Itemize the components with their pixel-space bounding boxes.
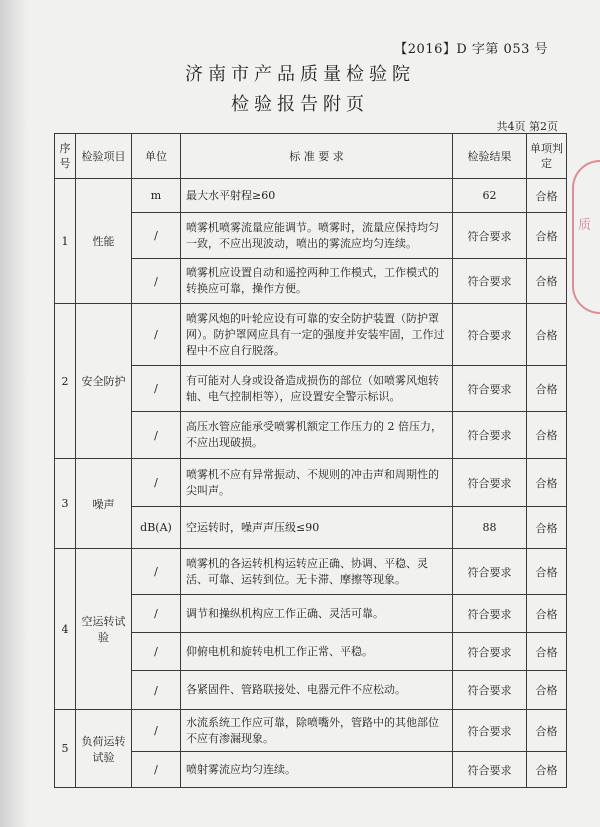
unit-cell: / xyxy=(132,412,181,459)
requirement-cell: 有可能对人身或设备造成损伤的部位（如喷雾风炮转轴、电气控制柜等），应设置安全警示标识。 xyxy=(181,366,453,412)
table-row xyxy=(55,179,567,213)
requirement-cell: 喷雾风炮的叶轮应设有可靠的安全防护装置（防护罩网）。防护罩网应具有一定的强度并安装牢固，工作过程中不应自行脱落。 xyxy=(181,304,453,366)
result-cell: 符合要求 xyxy=(453,710,527,752)
unit-cell: / xyxy=(132,671,181,710)
unit-cell: / xyxy=(132,366,181,412)
header-unit: 单位 xyxy=(132,134,181,179)
seq-cell: 4 xyxy=(55,549,76,710)
table-row xyxy=(55,304,567,366)
requirement-cell: 喷雾机的各运转机构运转应正确、协调、平稳、灵活、可靠、运转到位。无卡滞、摩擦等现象。 xyxy=(181,549,453,595)
requirement-cell: 喷雾机喷雾流量应能调节。喷雾时，流量应保持均匀一致，不应出现波动，喷出的雾流应均匀连续。 xyxy=(181,213,453,259)
header-seq: 序号 xyxy=(55,134,76,179)
document-number: 【2016】D 字第 053 号 xyxy=(394,42,548,57)
requirement-cell: 喷雾机不应有异常振动、不规则的冲击声和周期性的尖叫声。 xyxy=(181,459,453,507)
requirement-cell: 高压水管应能承受喷雾机额定工作压力的 2 倍压力，不应出现破损。 xyxy=(181,412,453,459)
unit-cell: / xyxy=(132,595,181,633)
verdict-cell: 合格 xyxy=(527,710,567,752)
item-cell: 噪声 xyxy=(76,459,132,549)
verdict-cell: 合格 xyxy=(527,366,567,412)
verdict-cell: 合格 xyxy=(527,304,567,366)
verdict-cell: 合格 xyxy=(527,595,567,633)
table-row xyxy=(55,366,567,412)
requirement-cell: 调节和操纵机构应工作正确、灵活可靠。 xyxy=(181,595,453,633)
seal-text: 质 xyxy=(578,218,592,233)
seq-cell: 3 xyxy=(55,459,76,549)
table-row xyxy=(55,213,567,259)
table-row xyxy=(55,549,567,595)
table-row xyxy=(55,259,567,304)
table-row xyxy=(55,412,567,459)
unit-cell: / xyxy=(132,304,181,366)
unit-cell: / xyxy=(132,213,181,259)
result-cell: 符合要求 xyxy=(453,549,527,595)
unit-cell: / xyxy=(132,259,181,304)
unit-cell: dB(A) xyxy=(132,507,181,549)
table-row xyxy=(55,459,567,507)
unit-cell: / xyxy=(132,459,181,507)
result-cell: 符合要求 xyxy=(453,366,527,412)
unit-cell: m xyxy=(132,179,181,213)
seq-cell: 1 xyxy=(55,179,76,304)
table-row xyxy=(55,752,567,788)
seq-cell: 5 xyxy=(55,710,76,788)
inspection-table xyxy=(54,133,567,788)
result-cell: 符合要求 xyxy=(453,412,527,459)
header-result: 检验结果 xyxy=(453,134,527,179)
verdict-cell: 合格 xyxy=(527,671,567,710)
requirement-cell: 水流系统工作应可靠，除喷嘴外，管路中的其他部位不应有渗漏现象。 xyxy=(181,710,453,752)
unit-cell: / xyxy=(132,633,181,671)
page-title: 检验报告附页 xyxy=(231,94,369,115)
requirement-cell: 喷雾机应设置自动和遥控两种工作模式，工作模式的转换应可靠，操作方便。 xyxy=(181,259,453,304)
result-cell: 符合要求 xyxy=(453,304,527,366)
table-row xyxy=(55,671,567,710)
table-row xyxy=(55,710,567,752)
requirement-cell: 仰俯电机和旋转电机工作正常、平稳。 xyxy=(181,633,453,671)
requirement-cell: 喷射雾流应均匀连续。 xyxy=(181,752,453,788)
item-cell: 空运转试验 xyxy=(76,549,132,710)
page-count: 共4页 第2页 xyxy=(496,120,558,133)
result-cell: 符合要求 xyxy=(453,459,527,507)
verdict-cell: 合格 xyxy=(527,179,567,213)
verdict-cell: 合格 xyxy=(527,412,567,459)
result-cell: 符合要求 xyxy=(453,595,527,633)
result-cell: 符合要求 xyxy=(453,671,527,710)
requirement-cell: 各紧固件、管路联接处、电器元件不应松动。 xyxy=(181,671,453,710)
result-cell: 88 xyxy=(453,507,527,549)
verdict-cell: 合格 xyxy=(527,459,567,507)
item-cell: 安全防护 xyxy=(76,304,132,459)
requirement-cell: 最大水平射程≥60 xyxy=(181,179,453,213)
verdict-cell: 合格 xyxy=(527,259,567,304)
organization-name: 济南市产品质量检验院 xyxy=(185,64,415,85)
result-cell: 符合要求 xyxy=(453,213,527,259)
official-seal-stamp xyxy=(572,160,600,314)
result-cell: 62 xyxy=(453,179,527,213)
header-standard: 标 准 要 求 xyxy=(181,134,453,179)
seq-cell: 2 xyxy=(55,304,76,459)
table-row xyxy=(55,633,567,671)
unit-cell: / xyxy=(132,549,181,595)
verdict-cell: 合格 xyxy=(527,507,567,549)
verdict-cell: 合格 xyxy=(527,549,567,595)
unit-cell: / xyxy=(132,752,181,788)
requirement-cell: 空运转时，噪声声压级≤90 xyxy=(181,507,453,549)
header-item: 检验项目 xyxy=(76,134,132,179)
item-cell: 负荷运转试验 xyxy=(76,710,132,788)
result-cell: 符合要求 xyxy=(453,752,527,788)
verdict-cell: 合格 xyxy=(527,213,567,259)
table-row xyxy=(55,507,567,549)
header-verdict: 单项判定 xyxy=(527,134,567,179)
result-cell: 符合要求 xyxy=(453,633,527,671)
item-cell: 性能 xyxy=(76,179,132,304)
table-header-row xyxy=(55,134,567,179)
verdict-cell: 合格 xyxy=(527,752,567,788)
table-row xyxy=(55,595,567,633)
verdict-cell: 合格 xyxy=(527,633,567,671)
result-cell: 符合要求 xyxy=(453,259,527,304)
unit-cell: / xyxy=(132,710,181,752)
page-binding-shadow xyxy=(0,0,30,827)
